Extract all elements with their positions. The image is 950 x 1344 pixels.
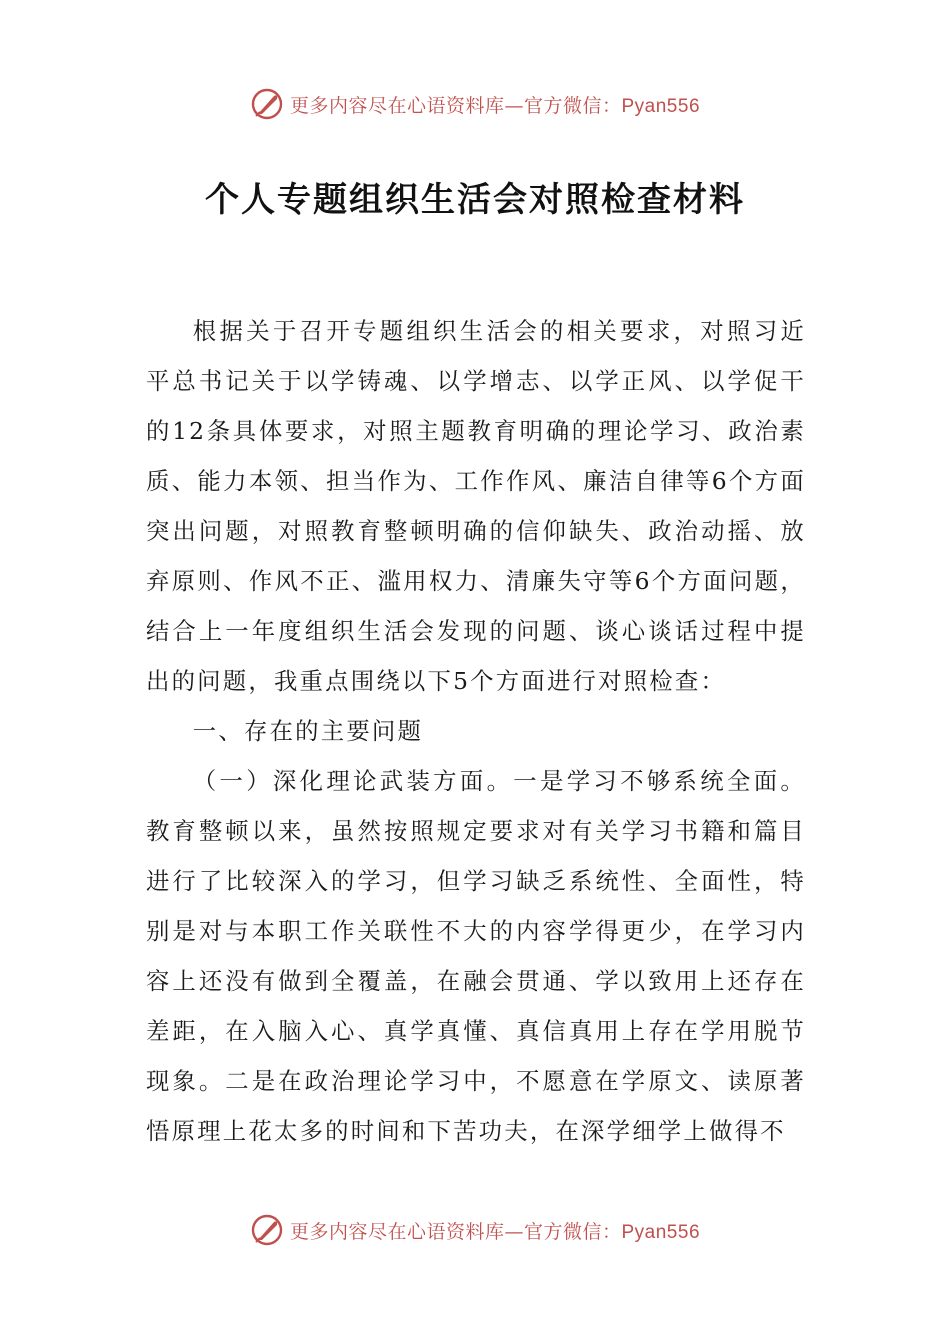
- section-heading: 一、存在的主要问题: [192, 717, 424, 745]
- intro-paragraph: 根据关于召开专题组织生活会的相关要求，对照习近平总书记关于以学铸魂、以学增志、以学正风、以学促干的12条具体要求，对照主题教育明确的理论学习、政治素质、能力本领、担当作为、工作作风、廉洁自律等6个方面突出问题，对照教育整顿明确的信仰缺失、政治动摇、放弃原则、作风不正、滥用权力、清廉失守等6个方面问题，结合上一年度组织生活会发现的问题、谈心谈话过程中提出的问题，我重点围绕以下5个方面进行对照检查：: [146, 317, 806, 695]
- document-title: 个人专题组织生活会对照检查材料: [205, 180, 745, 220]
- quill-pen-logo-icon: [250, 87, 284, 121]
- watermark-banner-top: [0, 82, 950, 126]
- document-body: [146, 306, 806, 1156]
- section-paragraph: （一）深化理论武装方面。一是学习不够系统全面。教育整顿以来，虽然按照规定要求对有关学习书籍和篇目进行了比较深入的学习，但学习缺乏系统性、全面性，特别是对与本职工作关联性不大的内容学得更少，在学习内容上还没有做到全覆盖，在融会贯通、学以致用上还存在差距，在入脑入心、真学真懂、真信真用上存在学用脱节现象。二是在政治理论学习中，不愿意在学原文、读原著悟原理上花太多的时间和下苦功夫，在深学细学上做得不: [146, 767, 806, 1145]
- watermark-handle: Pyan556: [621, 95, 701, 117]
- watermark-text: 更多内容尽在心语资料库—官方微信：Pyan556: [289, 94, 701, 117]
- watermark-handle: Pyan556: [621, 1221, 701, 1243]
- watermark-banner-bottom: [0, 1208, 950, 1252]
- watermark-text: 更多内容尽在心语资料库—官方微信：Pyan556: [289, 1220, 701, 1243]
- quill-pen-logo-icon: [250, 1213, 284, 1247]
